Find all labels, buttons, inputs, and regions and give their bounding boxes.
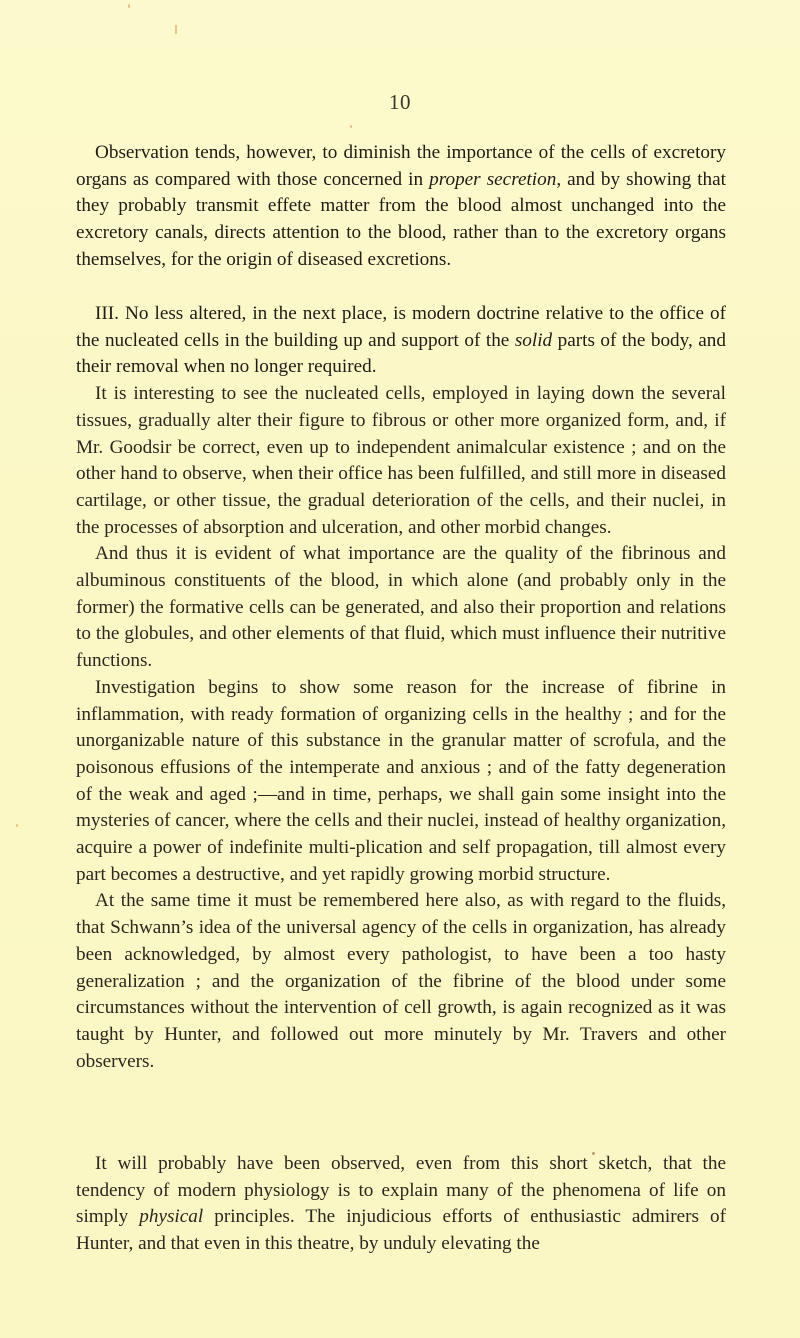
paragraph: Investigation begins to show some reason for the increase of fibrine in inflammation, with ready formation of organizing cells in the healthy ; and for the unorganizable nature of this substance in the granular matter of scrofula, and the poisonous effusions of the intemperate and anxious ; and of the fatty degeneration of the weak and aged ;—and in time, perhaps, we shall gain some insight into the mysteries of cancer, where the cells and their nuclei, instead of healthy organization, acquire a power of indefinite multi-plication and self propagation, till almost every part becomes a destructive, and yet rapidly growing morbid structure. [76, 676, 726, 885]
italic-word: physical [139, 1206, 204, 1228]
italic-phrase: proper secretion [429, 168, 557, 190]
closing-paragraph-block [76, 1151, 726, 1258]
paper-speck [16, 824, 18, 827]
paragraph: It is interesting to see the nucleated cells, employed in laying down the several tissues, gradually alter their figure to fibrous or other more organized form, and, if Mr. Goodsir be correct, even up to independent animalcular existence ; and on the other hand to observe, when their office has been fulfilled, and still more in diseased cartilage, or other tissue, the gradual deterioration of the cells, and their nuclei, in the processes of absorption and ulceration, and other morbid changes. [76, 383, 726, 538]
paragraph-1-block [76, 140, 726, 274]
section-iii-block [76, 301, 726, 1075]
paragraph-text: III. No less altered, in the next place, is modern doctrine relative to the office of the nucleated cells in the building up and support of the [76, 303, 726, 351]
paragraph-text: principles. The injudicious efforts of enthusiastic admirers of Hunter, and that even in this theatre, by unduly elevating the [76, 1206, 726, 1255]
paragraph [76, 301, 726, 381]
paragraph-text: parts of the body, and their removal when no longer required. [76, 329, 726, 378]
italic-word: solid [514, 329, 553, 351]
paragraph: At the same time it must be remembered here also, as with regard to the fluids, that Schwann’s idea of the universal agency of the cells in organization, has already been acknowledged, by almost every pathologist, to have been a too hasty generalization ; and the organization of the fibrine of the blood under some circumstances without the intervention of cell growth, is again recognized as it was taught by Hunter, and followed out more minutely by Mr. Travers and other observers. [76, 890, 726, 1072]
paper-speck [128, 4, 130, 8]
paragraph: And thus it is evident of what importance are the quality of the fibrinous and albuminous constituents of the blood, in which alone (and probably only in the former) the formative cells can be generated, and also their proportion and relations to the globules, and other elements of that fluid, which must influence their nutritive functions. [76, 543, 726, 672]
paragraph [76, 1151, 726, 1258]
paragraph-text: Observation tends, however, to diminish the importance of the cells of excretory organs as compared with those concerned in [76, 142, 726, 190]
paragraph-text: , and by showing that they probably transmit effete matter from the blood almost unchanged into the excretory canals, directs attention to the blood, rather than to the excretory organs themselves, for the origin of diseased excretions. [76, 168, 726, 270]
paragraph-text: It will probably have been observed, even from this short sketch, that the tendency of modern physiology is to explain many of the phenomena of life on simply [76, 1153, 726, 1228]
paper-speck [350, 125, 352, 128]
paragraph [76, 140, 726, 274]
page-number: 10 [389, 90, 411, 114]
paper-blemish [175, 25, 177, 34]
